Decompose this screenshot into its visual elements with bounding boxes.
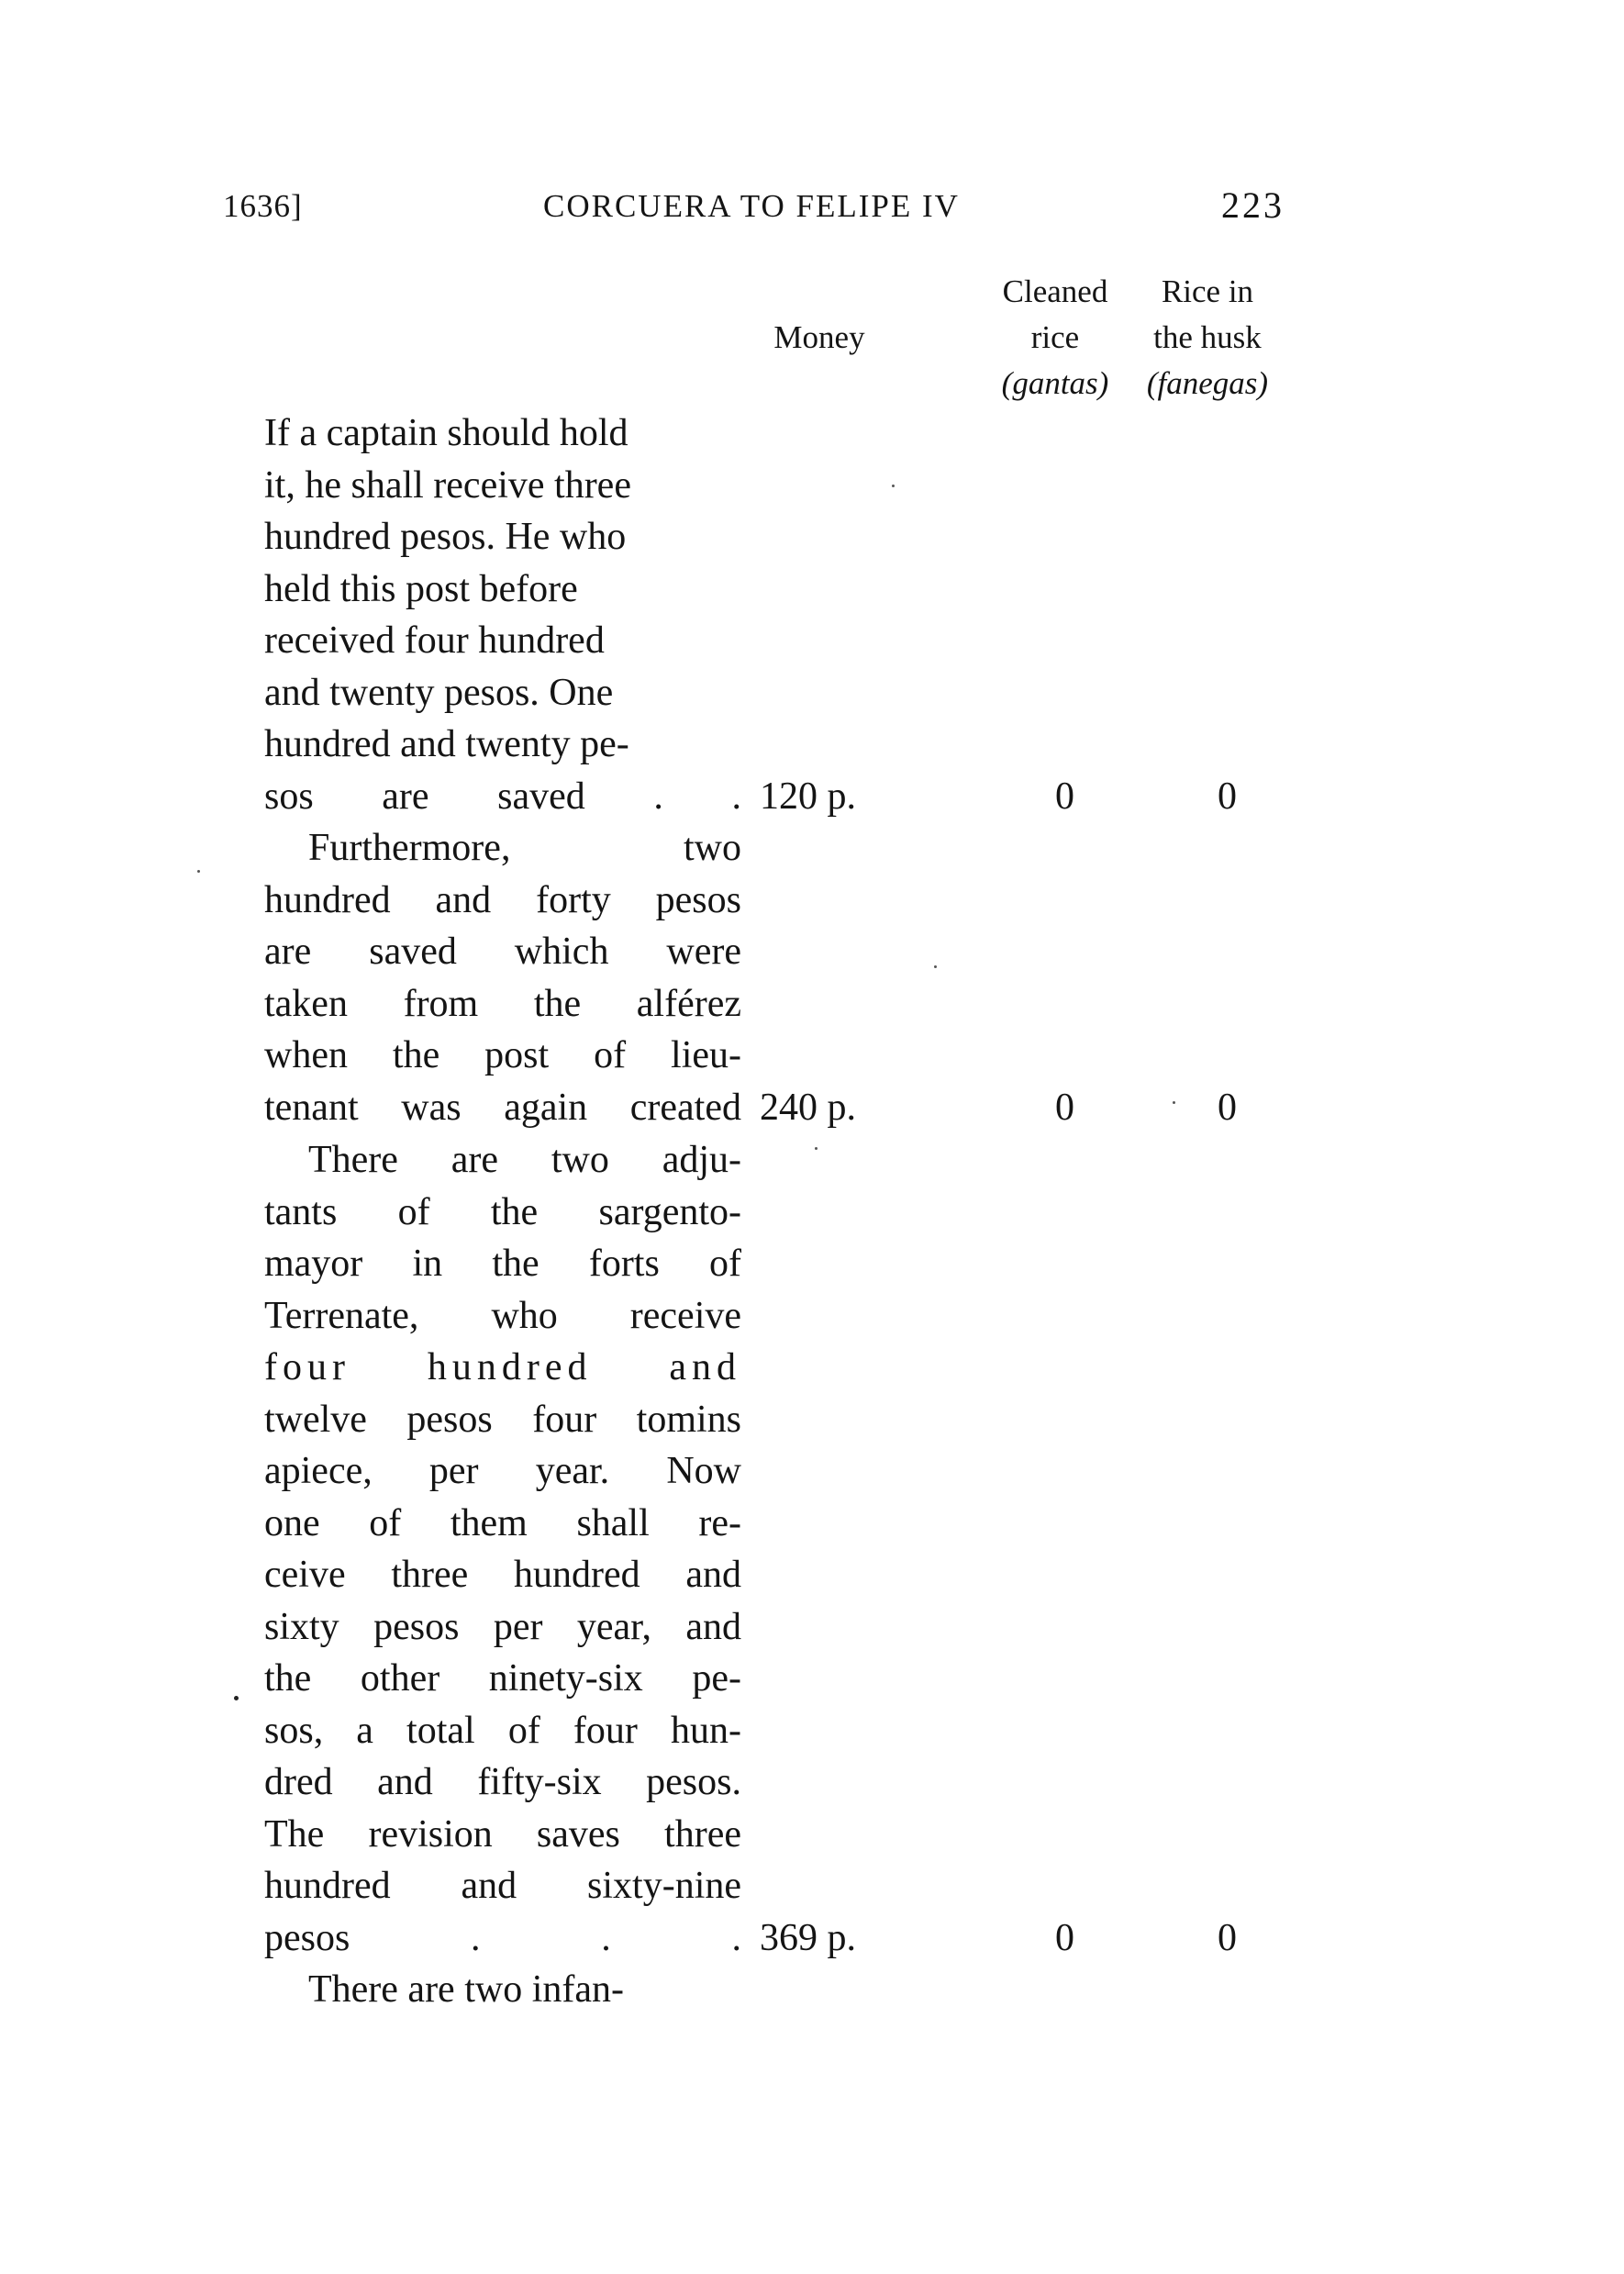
entry-line: There are two adju-	[308, 1139, 741, 1181]
entry-line: received four hundred	[264, 619, 605, 662]
running-header-title: CORCUERA TO FELIPE IV	[543, 188, 960, 224]
entry-line: are saved which were	[264, 931, 741, 973]
column-heading-rice-in-husk-unit: (fanegas)	[1146, 365, 1269, 401]
entry-line: sos, a total of four hun-	[264, 1709, 741, 1752]
entry-line: when the post of lieu-	[264, 1034, 741, 1076]
entry-alferez-cleaned-rice: 0	[1055, 1087, 1074, 1129]
entry-line: sos are saved . .	[264, 775, 741, 818]
entry-line: If a captain should hold	[264, 412, 628, 454]
entry-line: it, he shall receive three	[264, 463, 631, 507]
entry-alferez-text	[264, 822, 741, 1133]
column-heading-cleaned-rice	[982, 269, 1129, 407]
entry-line: tenant was again created	[264, 1086, 741, 1129]
entry-line: the other ninety-six pe-	[264, 1657, 741, 1700]
entry-line: twelve pesos four tomins	[264, 1398, 741, 1441]
entry-infantry-text	[264, 1964, 741, 2016]
entry-line: sixty pesos per year, and	[264, 1605, 741, 1648]
entry-adjutants-cleaned-rice: 0	[1055, 1917, 1074, 1959]
column-heading-cleaned-rice-line2: rice	[1030, 319, 1080, 355]
entry-captain-money: 120 p.	[760, 775, 856, 818]
column-heading-rice-in-husk-line2: the husk	[1153, 319, 1262, 355]
entry-line: hundred and twenty pe-	[264, 723, 629, 765]
entry-line: tants of the sargento-	[264, 1190, 741, 1233]
entry-line: hundred and sixty-nine	[264, 1865, 741, 1907]
scan-speck	[892, 485, 895, 487]
entry-line: four hundred and	[264, 1346, 741, 1388]
scan-speck	[197, 870, 200, 873]
column-heading-cleaned-rice-line1: Cleaned	[1002, 273, 1108, 309]
entry-line: taken from the alférez	[264, 982, 741, 1025]
scan-speck	[815, 1147, 818, 1150]
entry-adjutants-money: 369 p.	[760, 1917, 856, 1959]
entry-captain-cleaned-rice: 0	[1055, 775, 1074, 818]
entry-line: There are two infan-	[308, 1968, 624, 2011]
entry-line: one of them shall re-	[264, 1501, 741, 1544]
entry-line: pesos . . .	[264, 1916, 741, 1959]
column-heading-money-label: Money	[773, 319, 865, 355]
entry-alferez-money: 240 p.	[760, 1087, 856, 1129]
scan-speck	[1173, 1101, 1175, 1104]
entry-line: mayor in the forts of	[264, 1243, 741, 1285]
scan-speck	[934, 965, 937, 968]
entry-line: and twenty pesos. One	[264, 671, 614, 714]
entry-line: hundred pesos. He who	[264, 516, 627, 558]
running-header-date: 1636]	[223, 188, 303, 224]
scan-speck	[234, 1696, 239, 1700]
entry-adjutants-text	[264, 1134, 741, 1964]
entry-line: Terrenate, who receive	[264, 1294, 741, 1337]
column-heading-cleaned-rice-unit: (gantas)	[1001, 365, 1109, 401]
entry-line: ceive three hundred and	[264, 1554, 741, 1596]
column-heading-money	[760, 315, 879, 361]
entry-line: apiece, per year. Now	[264, 1450, 741, 1492]
entry-line: hundred and forty pesos	[264, 878, 741, 921]
entry-line: Furthermore, two	[308, 827, 741, 869]
entry-line: held this post before	[264, 567, 578, 610]
entry-line: The revision saves three	[264, 1812, 741, 1856]
entry-line: dred and fifty-six pesos.	[264, 1761, 741, 1803]
entry-adjutants-rice-in-husk: 0	[1218, 1917, 1237, 1959]
entry-alferez-rice-in-husk: 0	[1218, 1087, 1237, 1129]
page-number: 223	[1221, 184, 1285, 226]
entry-captain-rice-in-husk: 0	[1218, 775, 1237, 818]
column-heading-rice-in-husk	[1125, 269, 1290, 407]
entry-captain-text	[264, 407, 741, 822]
column-heading-rice-in-husk-line1: Rice in	[1161, 273, 1254, 309]
